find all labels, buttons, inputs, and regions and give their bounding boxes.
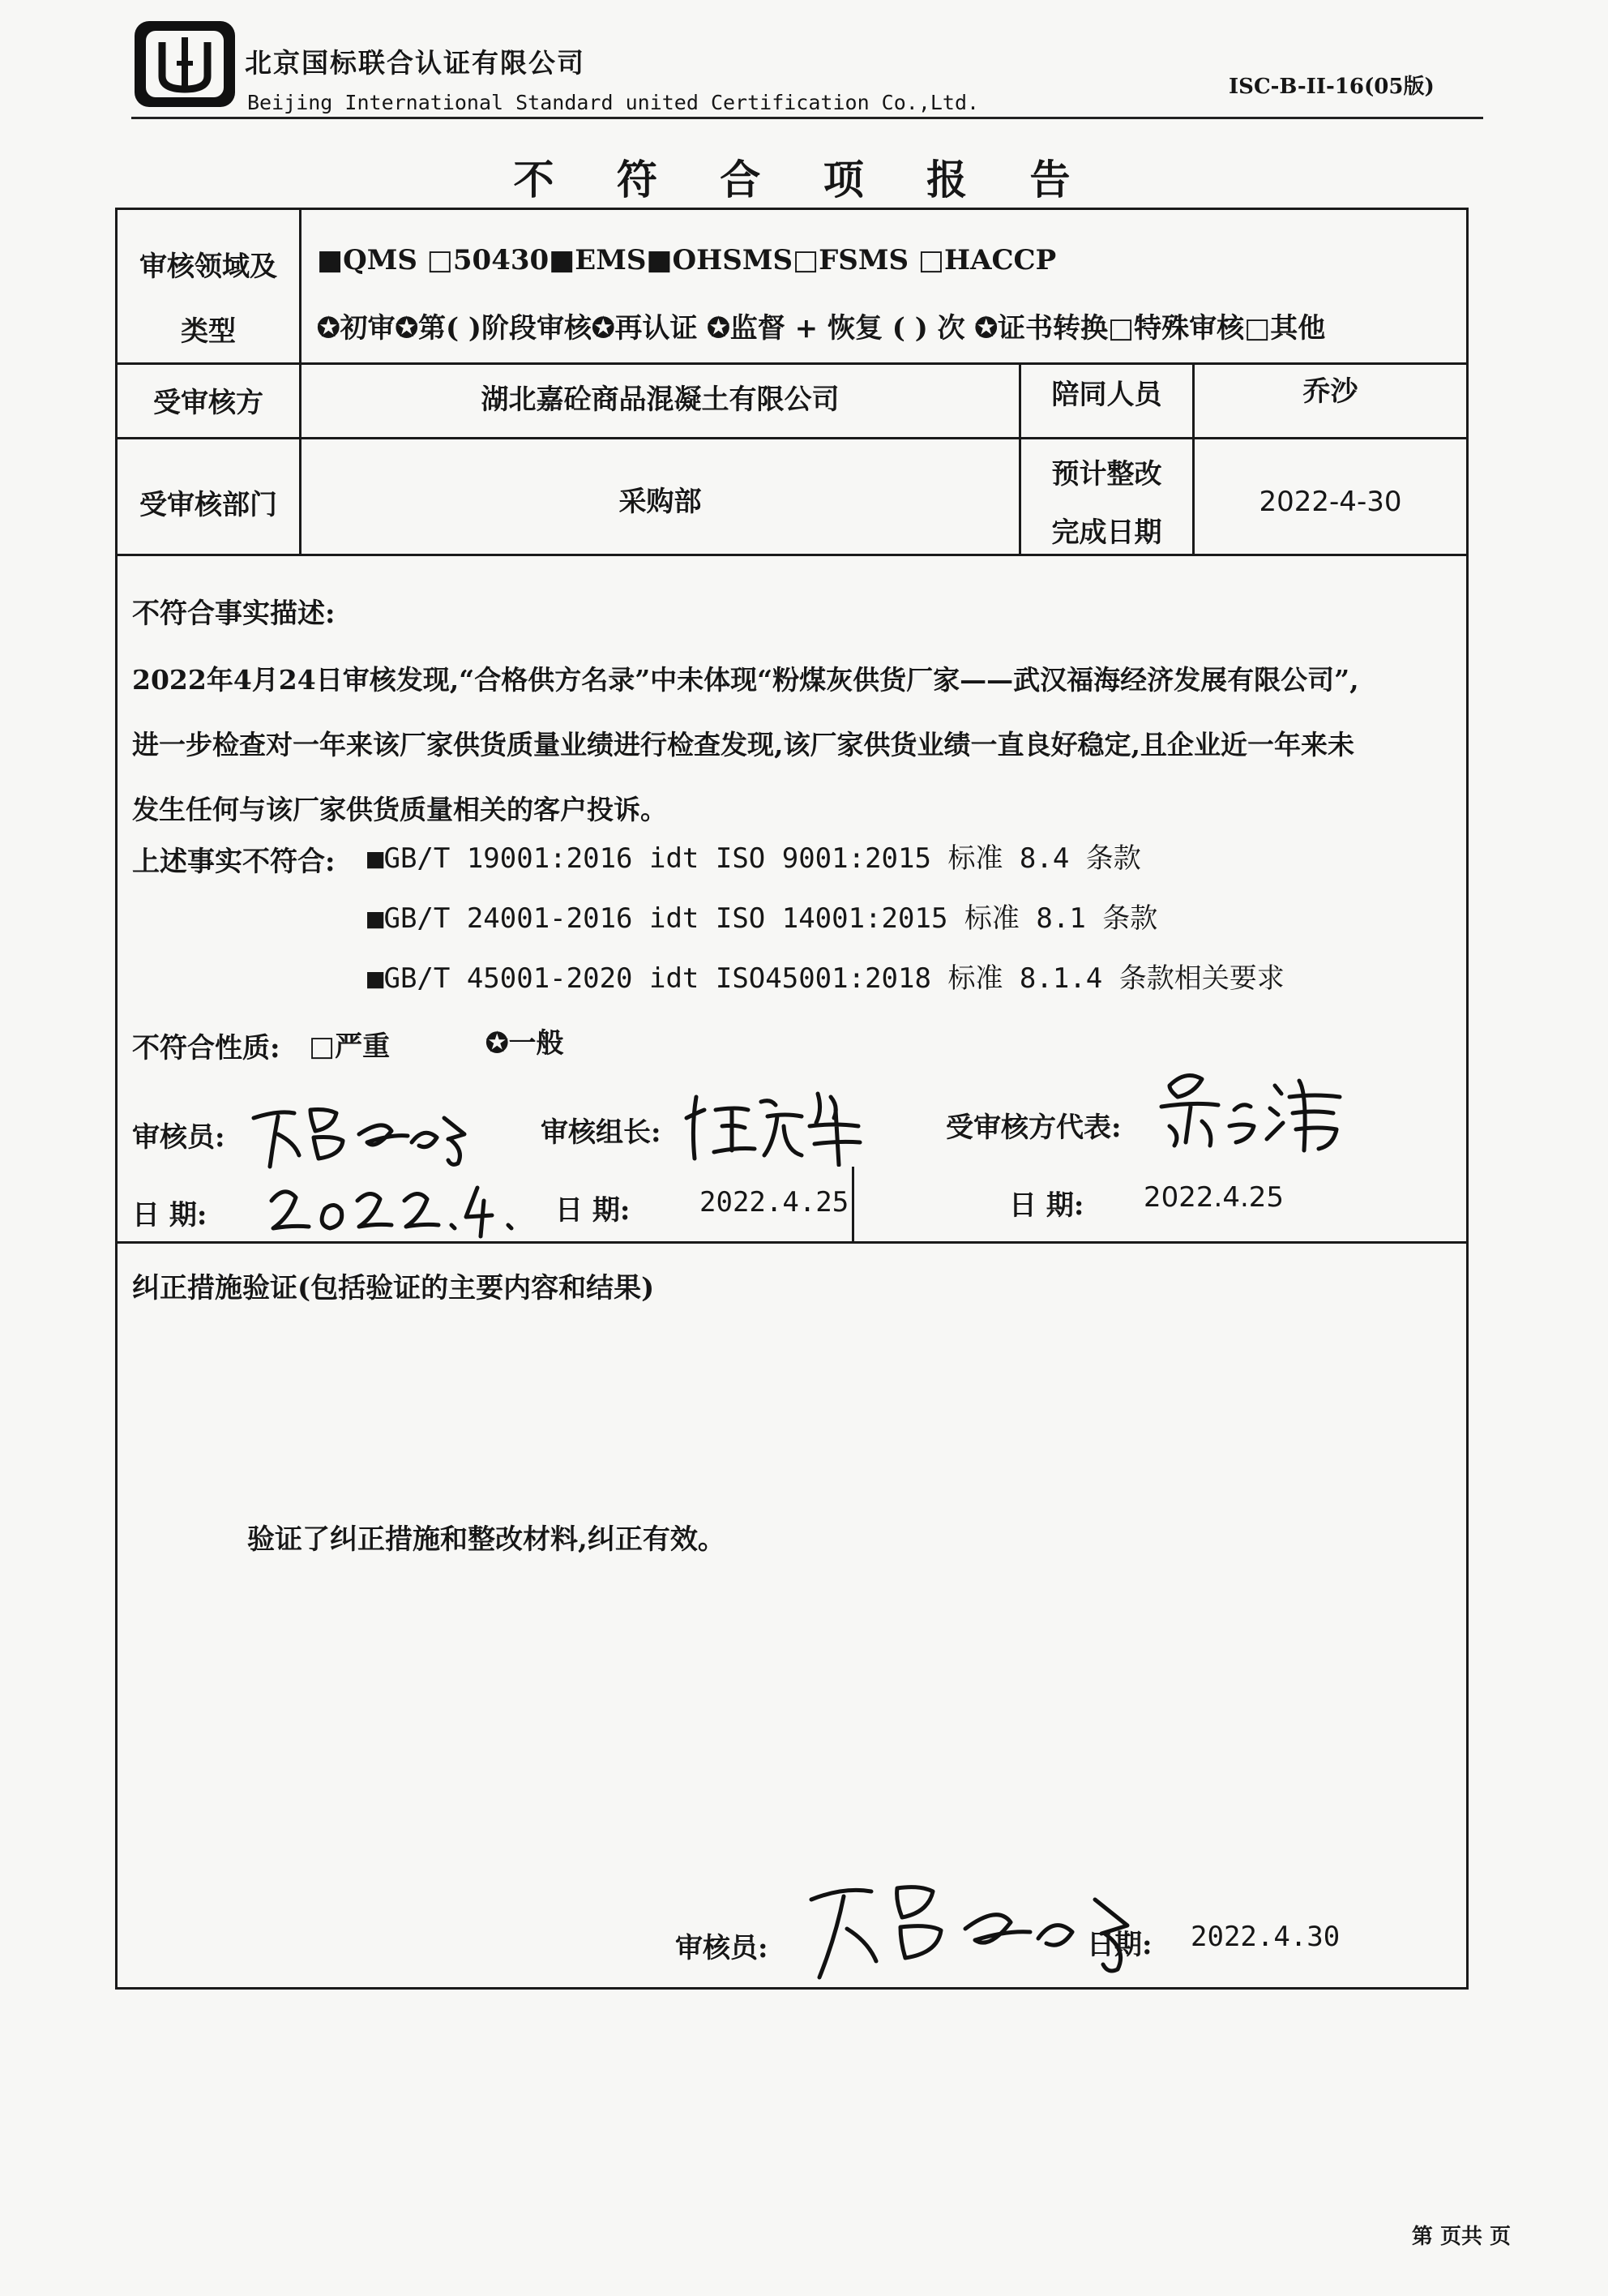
nc-text-line1: 2022年4月24日审核发现,“合格供方名录”中未体现“粉煤灰供货厂家——武汉福海经济发展有限公司”, [132,664,1359,696]
verification-heading: 纠正措施验证(包括验证的主要内容和结果) [132,1272,655,1304]
row-divider [118,554,1466,556]
company-name-en: Beijing International Standard united Certification Co.,Ltd. [247,91,980,114]
auditor-date-handwritten-end [1293,1175,1390,1240]
rep-signature [1145,1061,1372,1159]
header-divider [131,117,1483,119]
row-divider [118,1241,1466,1244]
due-label-1: 预计整改 [1051,458,1162,490]
scope-label-1: 审核领域及 [139,251,277,283]
escort-label: 陪同人员 [1051,379,1162,411]
escort-name: 乔沙 [1302,375,1358,408]
rep-date: 2022.4.25 [1144,1181,1285,1214]
standards-label: 上述事实不符合: [132,846,336,878]
auditor-signature [246,1086,489,1175]
verification-auditor-label: 审核员: [675,1932,768,1964]
company-name-cn: 北京国标联合认证有限公司 [245,47,585,79]
company-logo [131,16,238,112]
auditor-date-handwritten [260,1168,528,1241]
auditee-label: 受审核方 [153,387,263,419]
leader-label: 审核组长: [541,1116,661,1149]
scope-systems: ■QMS □50430■EMS■OHSMS□FSMS □HACCP [317,244,1057,276]
standard-3: ■GB/T 45001-2020 idt ISO45001:2018 标准 8.1.4 条款相关要求 [367,962,1285,995]
nature-general: ✪一般 [485,1027,564,1060]
rep-date-label: 日 期: [1009,1189,1084,1222]
auditee-name: 湖北嘉砼商品混凝土有限公司 [481,383,840,416]
nc-heading: 不符合事实描述: [132,598,336,630]
row-divider [118,437,1466,439]
due-date: 2022-4-30 [1259,486,1402,518]
rep-label: 受审核方代表: [946,1112,1122,1144]
verification-date-label: 日期: [1087,1929,1153,1961]
scope-types: ✪初审✪第( )阶段审核✪再认证 ✪监督 + 恢复 ( ) 次 ✪证书转换□特殊审核□其他 [317,312,1326,345]
due-label-2: 完成日期 [1051,516,1162,549]
nature-serious: □严重 [309,1030,391,1063]
verification-text: 验证了纠正措施和整改材料,纠正有效。 [247,1523,725,1556]
page-number: 第 页共 页 [1411,2225,1511,2249]
nc-text-line2: 进一步检查对一年来该厂家供货质量业绩进行检查发现,该厂家供货业绩一直良好稳定,且企业近一年来未 [132,729,1354,760]
auditor-label: 审核员: [132,1121,225,1154]
leader-date-label: 日 期: [555,1194,631,1227]
standard-2: ■GB/T 24001-2016 idt ISO 14001:2015 标准 8.1 条款 [367,902,1158,935]
standard-1: ■GB/T 19001:2016 idt ISO 9001:2015 标准 8.4 条款 [367,842,1141,875]
nc-text-line3: 发生任何与该厂家供货质量相关的客户投诉。 [132,794,667,825]
department-name: 采购部 [618,486,702,518]
leader-signature [680,1077,883,1167]
scope-label-2: 类型 [181,315,236,348]
department-label: 受审核部门 [139,489,277,521]
leader-date: 2022.4.25 [699,1186,849,1219]
form-code: ISC-B-II-16(05版) [1229,75,1435,99]
verification-date: 2022.4.30 [1191,1921,1341,1953]
nature-label: 不符合性质: [132,1032,280,1064]
report-title: 不 符 合 项 报 告 [513,156,1095,203]
report-form [115,208,1469,1990]
row-divider [118,362,1466,365]
auditor-date-label: 日 期: [132,1199,207,1232]
leader-date-stroke [852,1167,854,1241]
